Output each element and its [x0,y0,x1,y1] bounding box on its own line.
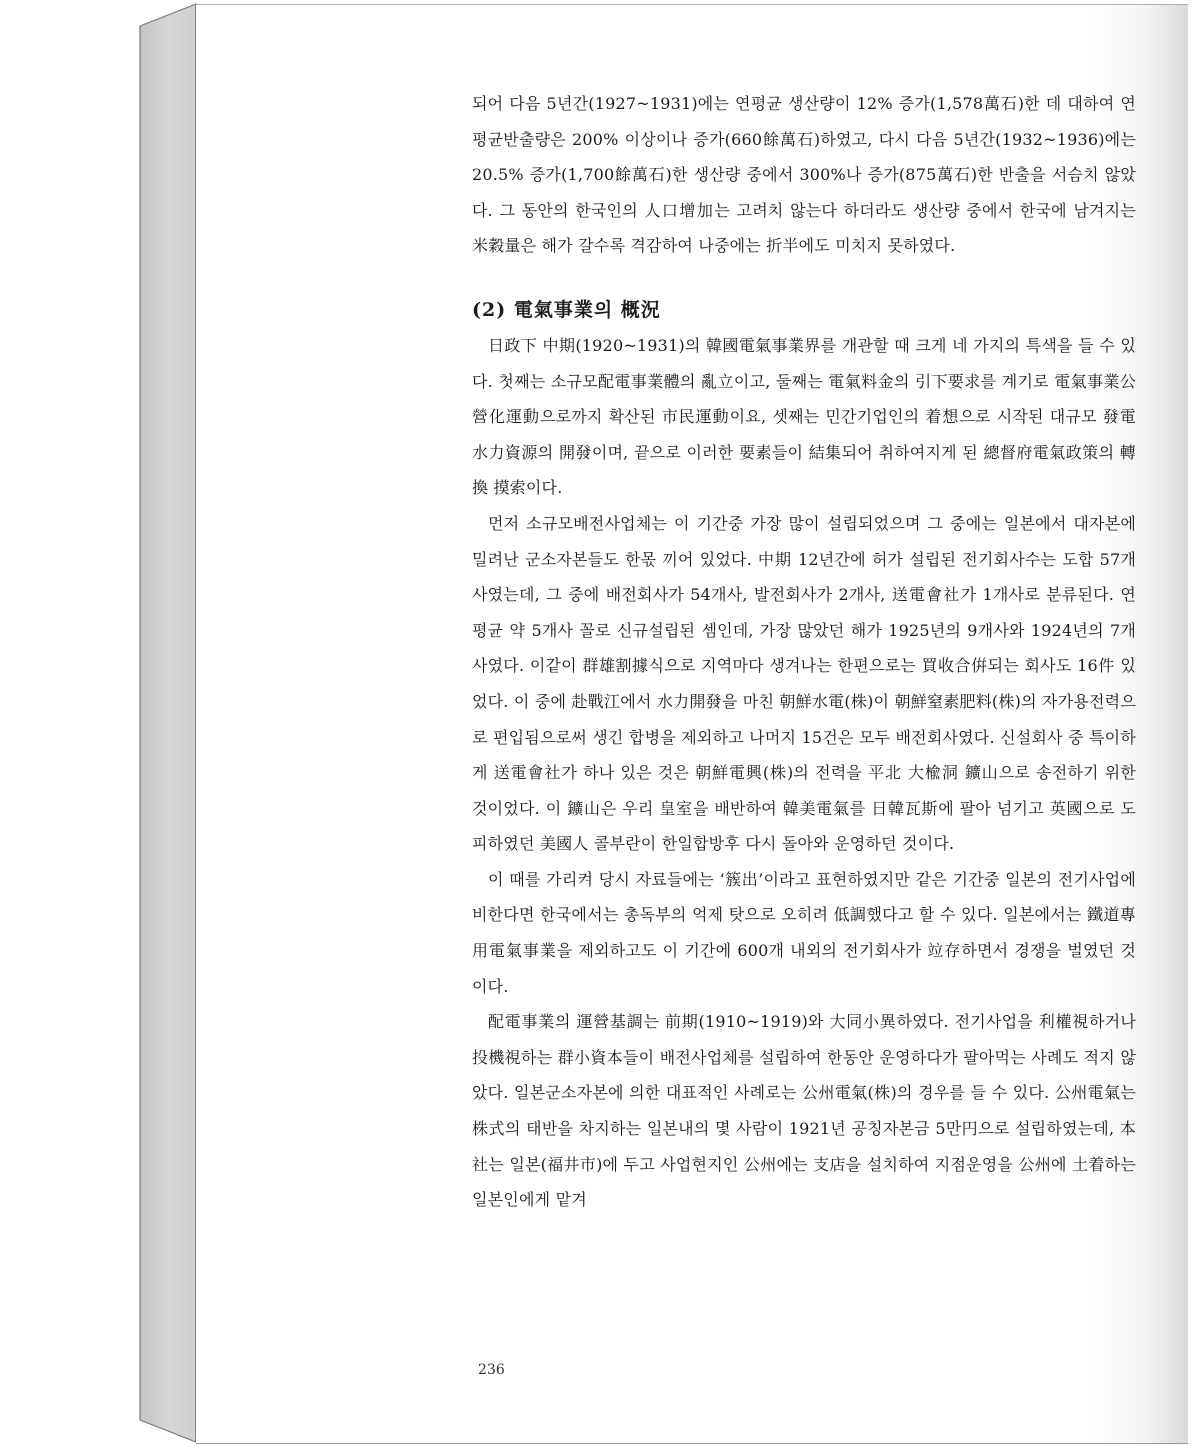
paragraph-distribution-companies: 먼저 소규모배전사업체는 이 기간중 가장 많이 설립되었으며 그 중에는 일본에서 대자본에 밀려난 군소자본들도 한몫 끼어 있었다. 中期 12년간에 허가 설립된 전기회사수는 도합 57개사였는데, 그 중에 배전회사가 54개사, 발전회사가 2개사, 送電會社가 1개사로 분류된다. 연평균 약 5개사 꼴로 신규설립된 셈인데, 가장 많았던 해가 1925년의 9개사와 1924년의 7개사였다. 이같이 群雄割據식으로 지역마다 생겨나는 한편으로는 買收合倂되는 회사도 16件 있었다. 이 중에 赴戰江에서 水力開發을 마친 朝鮮水電(株)이 朝鮮窒素肥料(株)의 자가용전력으로 편입됨으로써 생긴 합병을 제외하고 나머지 15건은 모두 배전회사였다. 신설회사 중 특이하게 送電會社가 하나 있은 것은 朝鮮電興(株)의 전력을 平北 大楡洞 鑛山으로 송전하기 위한 것이었다. 이 鑛山은 우리 皇室을 배반하여 韓美電氣를 日韓瓦斯에 팔아 넘기고 英國으로 도피하였던 美國人 콜부란이 한일합방후 다시 돌아와 운영하던 것이다. [472,513,1136,854]
section-heading: (2) 電氣事業의 概況 [472,298,661,321]
paragraph-rice-export: 되어 다음 5년간(1927~1931)에는 연평균 생산량이 12% 증가(1,578萬石)한 데 대하여 연평균반출량은 200% 이상이나 증가(660餘萬石)하였고, 다시 다음 5년간(1932~1936)에는 20.5% 증가(1,700餘萬石)한 생산량 중에서 300%나 증가(875萬石)한 반출을 서슴치 않았다. 그 동안의 한국인의 人口增加는 고려치 않는다 하더라도 생산량 중에서 한국에 남겨지는 米穀量은 해가 갈수록 격감하여 나중에는 折半에도 미치지 못하였다. [472,94,1136,256]
paragraph-overview: 日政下 中期(1920~1931)의 韓國電氣事業界를 개관할 때 크게 네 가지의 특색을 들 수 있다. 첫째는 소규모配電事業體의 亂立이고, 둘째는 電氣料金의 引下要求를 계기로 電氣事業公營化運動으로까지 확산된 市民運動이요, 셋째는 민간기업인의 着想으로 시작된 대규모 發電水力資源의 開發이며, 끝으로 이러한 要素들이 結集되어 취하여지게 된 總督府電氣政策의 轉換 摸索이다. [472,335,1136,498]
paragraph-operation-basis: 配電事業의 運營基調는 前期(1910~1919)와 大同小異하였다. 전기사업을 利權視하거나 投機視하는 群小資本들이 배전사업체를 설립하여 한동안 운영하다가 팔아먹는 사례도 적지 않았다. 일본군소자본에 의한 대표적인 사례로는 公州電氣(株)의 경우를 들 수 있다. 公州電氣는 株式의 태반을 차지하는 일본내의 몇 사람이 1921년 공칭자본금 5만円으로 설립하였는데, 本社는 일본(福井市)에 두고 사업현지인 公州에는 支店을 설치하여 지점운영을 公州에 土着하는 일본인에게 맡겨 [472,1012,1136,1210]
page-body [472,86,1136,1218]
page-number: 236 [478,1362,505,1378]
book-side-edge [0,0,200,1446]
paragraph-comparison-japan: 이 때를 가리켜 당시 자료들에는 ‘簇出’이라고 표현하였지만 같은 기간중 일본의 전기사업에 비한다면 한국에서는 총독부의 억제 탓으로 오히려 低調했다고 할 수 있다. 일본에서는 鐵道專用電氣事業을 제외하고도 이 기간에 600개 내외의 전기회사가 竝存하면서 경쟁을 벌였던 것이다. [472,869,1136,996]
